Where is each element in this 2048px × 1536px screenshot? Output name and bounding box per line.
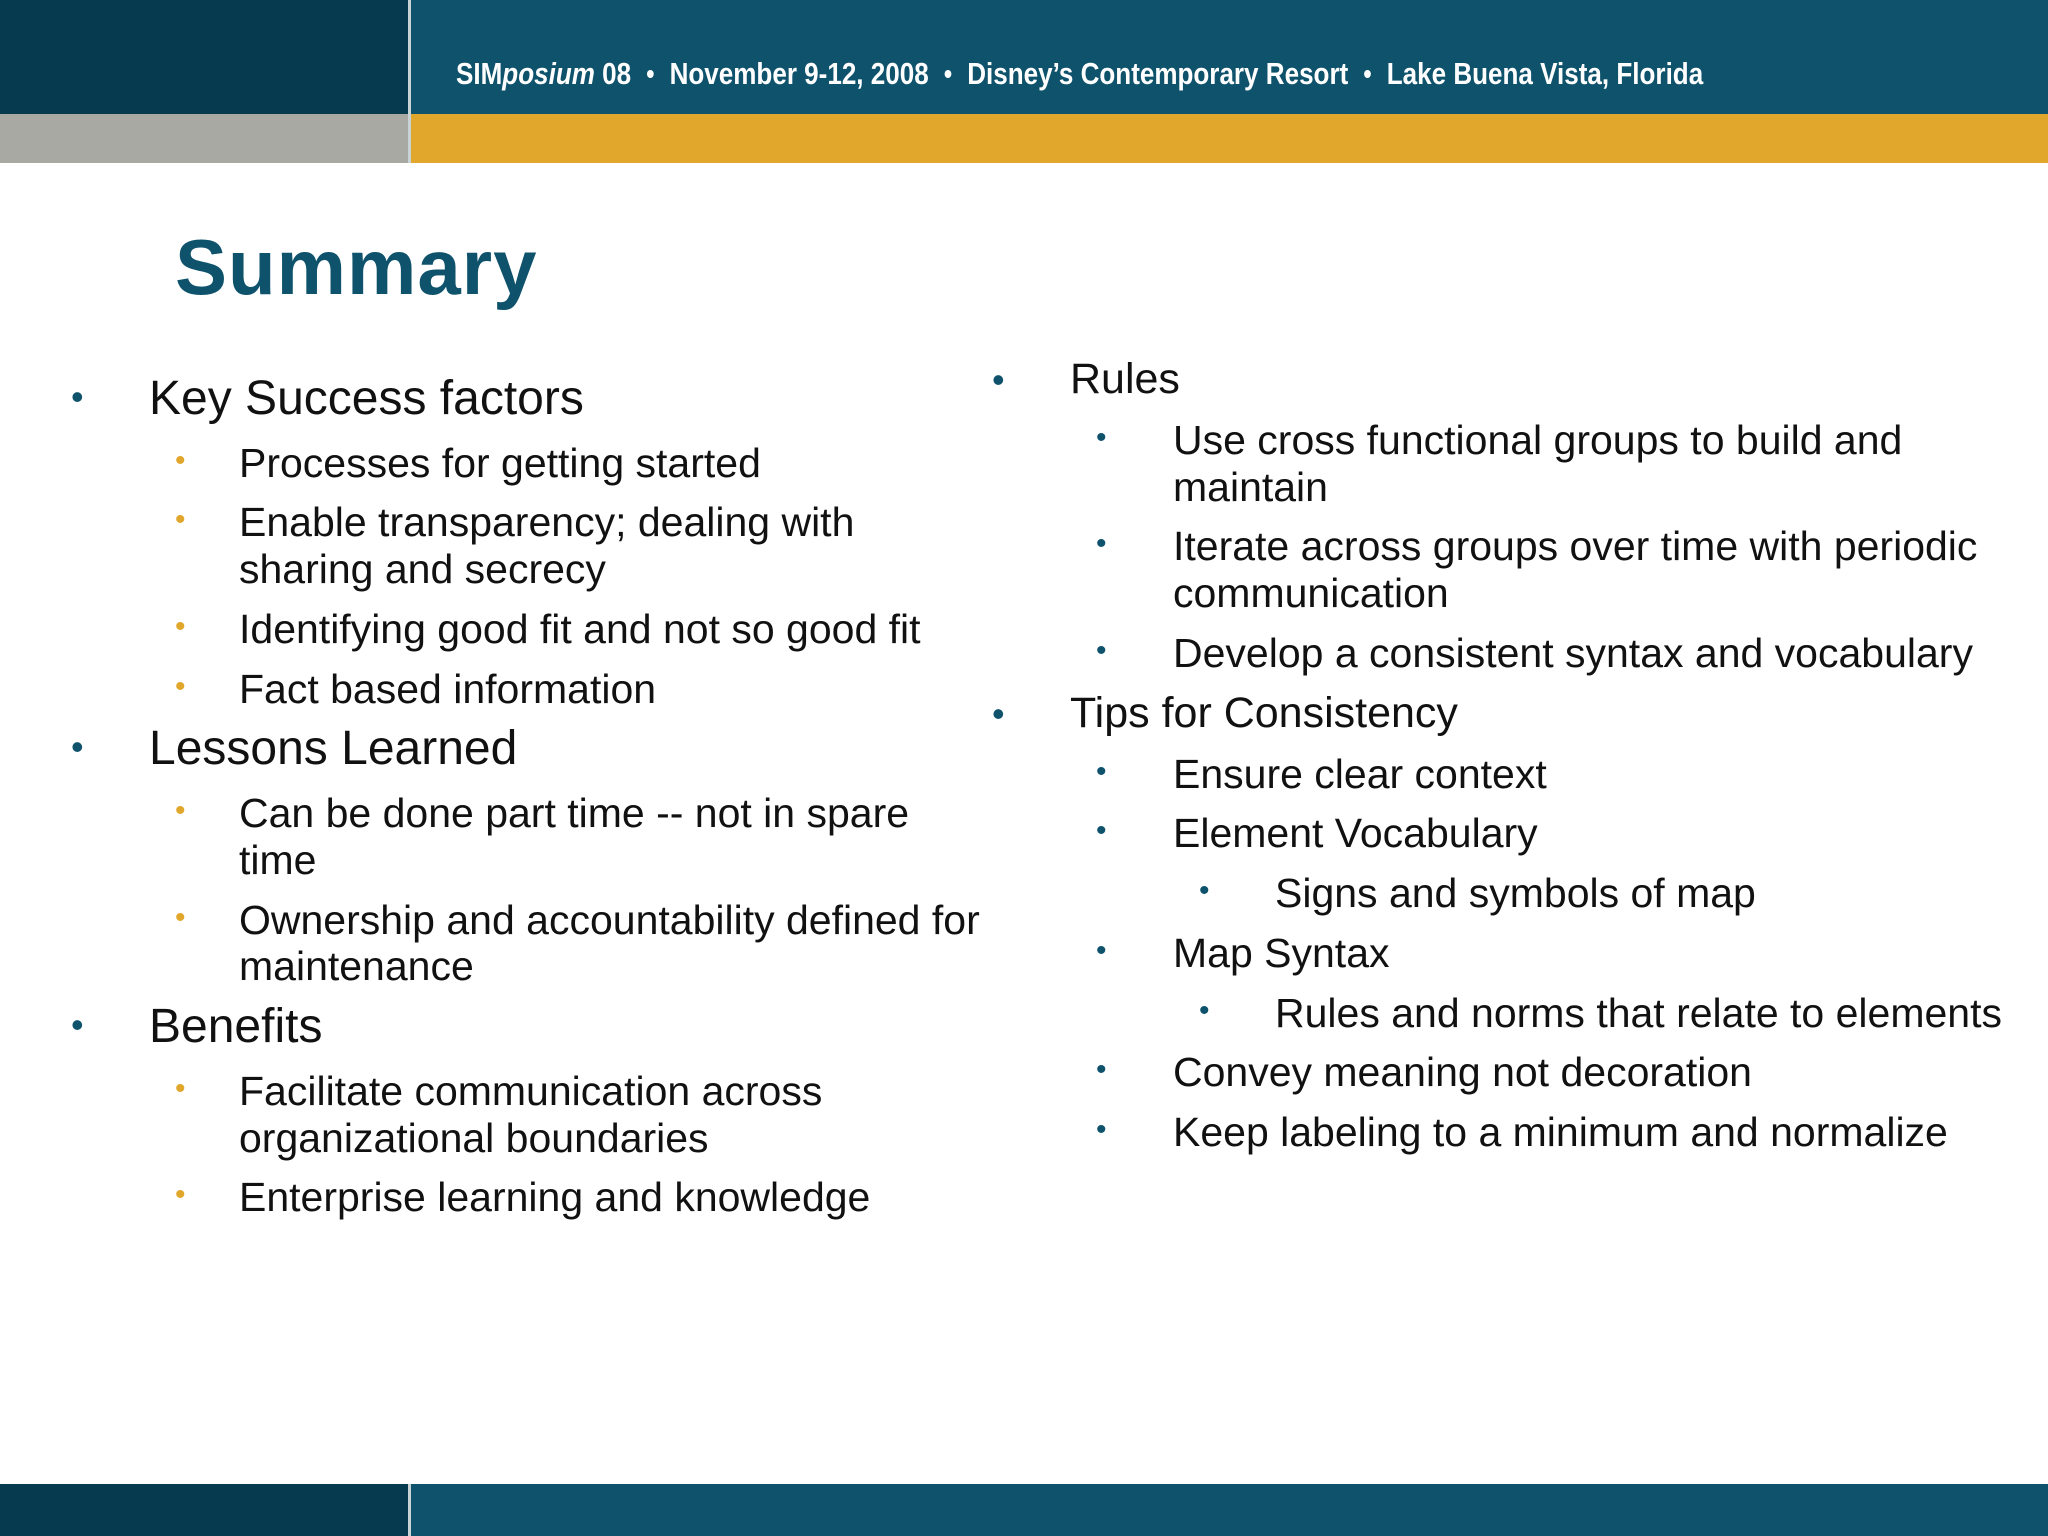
bullet-icon: • (71, 1004, 84, 1046)
footer-left-block (0, 1484, 408, 1536)
separator-dot: • (646, 58, 655, 89)
list-item: • Use cross functional groups to build and maintain (1096, 417, 1903, 510)
bullet-icon: • (175, 609, 186, 643)
bullet-icon: • (992, 359, 1005, 400)
left-column (0, 372, 980, 1221)
bullet-icon: • (175, 1178, 186, 1212)
section-heading: • Lessons Learned (71, 722, 518, 776)
bullet-icon: • (175, 794, 186, 828)
section-heading: • Key Success factors (71, 372, 584, 425)
slide-title: Summary (175, 223, 538, 311)
bullet-icon: • (1199, 874, 1210, 908)
bullet-icon: • (175, 900, 186, 934)
gold-accent-strip (411, 114, 2048, 163)
list-item: • Fact based information (175, 665, 657, 712)
list-item: • Ownership and accountability defined for maintenance (175, 896, 980, 990)
list-item: • Convey meaning not decoration (1096, 1049, 1752, 1096)
event-dates: November 9-12, 2008 (669, 56, 929, 91)
bullet-icon: • (1096, 933, 1107, 967)
bullet-icon: • (175, 669, 186, 703)
list-item: • Keep labeling to a minimum and normalize (1096, 1109, 1948, 1156)
bullet-icon: • (175, 503, 186, 537)
bullet-icon: • (1199, 993, 1210, 1027)
bullet-icon: • (992, 692, 1005, 734)
bullet-icon: • (1096, 754, 1107, 788)
bullet-icon: • (1096, 421, 1107, 455)
list-item: • Enterprise learning and knowledge (175, 1174, 871, 1221)
list-item: • Can be done part time -- not in spare time (175, 790, 910, 883)
footer-divider (408, 1484, 411, 1536)
bullet-icon: • (1096, 1113, 1107, 1147)
bullet-icon: • (71, 726, 84, 768)
list-subitem: • Rules and norms that relate to elements (1199, 989, 2002, 1036)
section-heading: • Rules (992, 355, 1180, 403)
bullet-icon: • (1096, 1053, 1107, 1087)
list-item: • Ensure clear context (1096, 750, 1547, 797)
bullet-icon: • (175, 443, 186, 477)
header-left-block (0, 0, 408, 114)
footer-band (411, 1484, 2048, 1536)
separator-dot: • (943, 58, 953, 89)
event-venue: Disney’s Contemporary Resort (967, 56, 1349, 91)
list-subitem: • Signs and symbols of map (1199, 870, 1756, 917)
gray-accent-strip (0, 114, 408, 163)
separator-dot: • (1363, 58, 1372, 89)
list-item: • Enable transparency; dealing with sharing and secrecy (175, 499, 855, 593)
list-item: • Facilitate communication across organizational boundaries (175, 1067, 823, 1161)
list-item: • Element Vocabulary (1096, 810, 1538, 857)
event-location: Lake Buena Vista, Florida (1386, 56, 1704, 91)
bullet-icon: • (175, 1071, 186, 1105)
right-column (980, 355, 2040, 1156)
section-heading: • Benefits (71, 1000, 323, 1054)
bullet-icon: • (1096, 527, 1107, 561)
list-item: • Processes for getting started (175, 439, 761, 486)
list-item: • Iterate across groups over time with periodic communication (1096, 523, 1978, 617)
bullet-icon: • (1096, 814, 1107, 848)
event-banner (456, 50, 1703, 98)
bullet-icon: • (1096, 633, 1107, 667)
list-item: • Identifying good fit and not so good fit (175, 605, 921, 652)
event-name: SIMposium 08 (456, 56, 632, 91)
bullet-icon: • (71, 376, 84, 417)
list-item: • Map Syntax (1096, 929, 1390, 976)
section-heading: • Tips for Consistency (992, 688, 1458, 737)
list-item: • Develop a consistent syntax and vocabulary (1096, 629, 1973, 676)
